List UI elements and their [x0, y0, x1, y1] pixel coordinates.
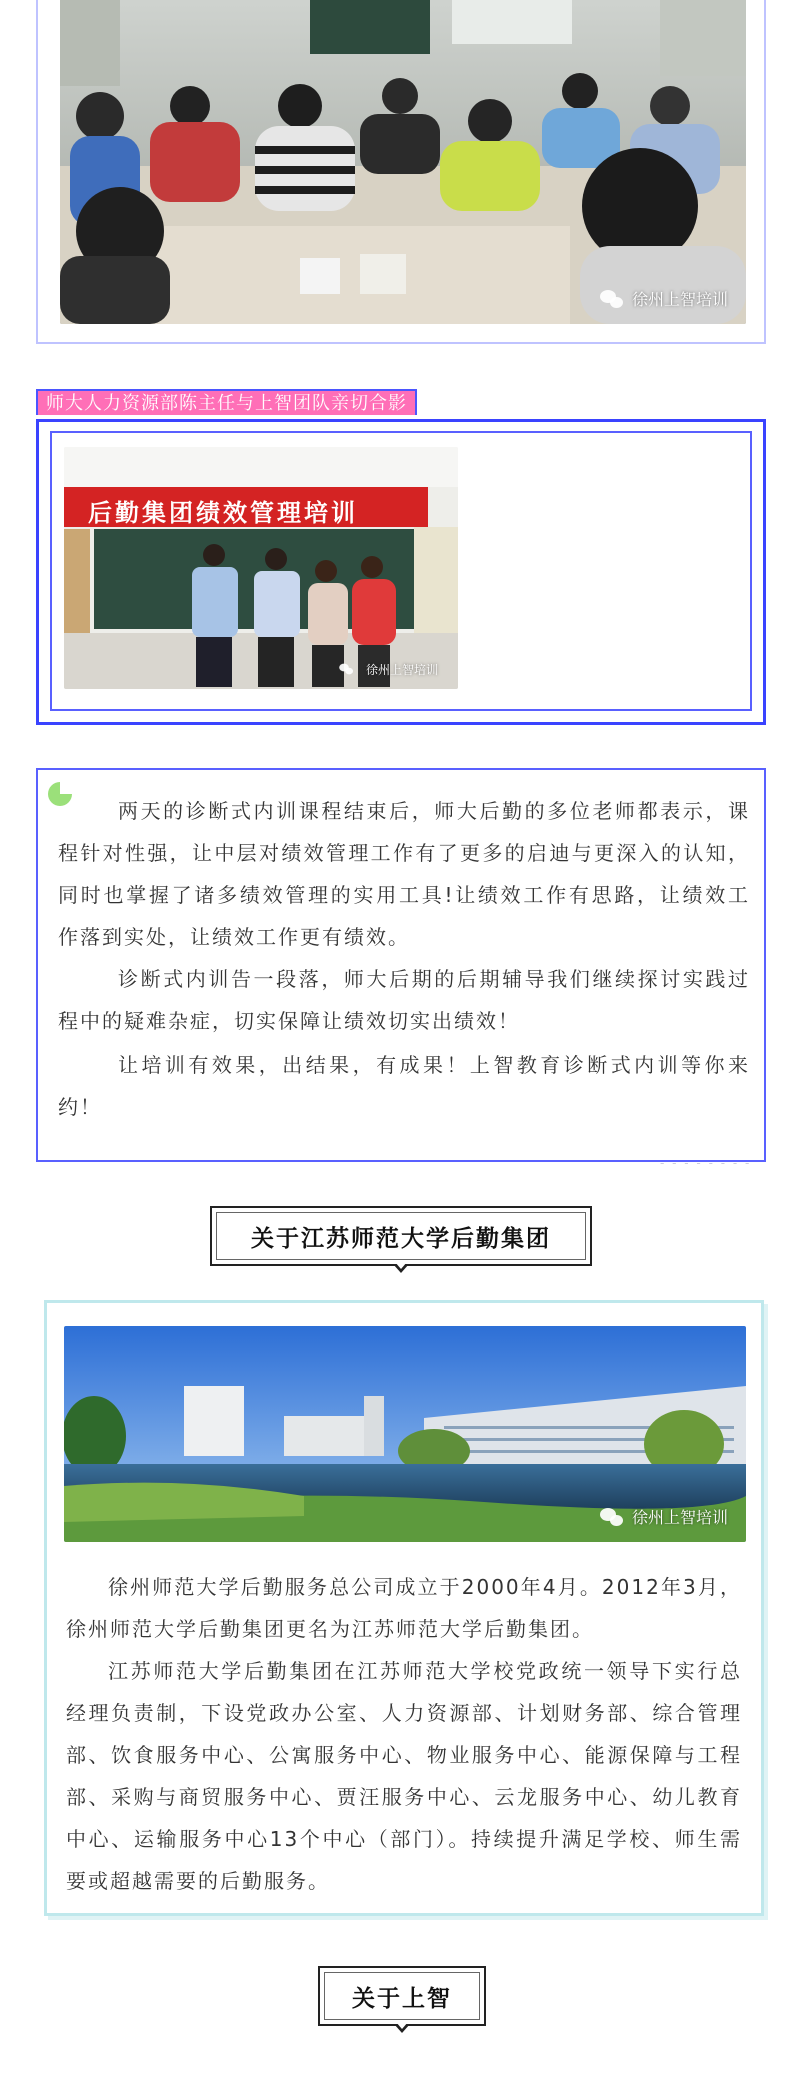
wechat-icon: [339, 663, 355, 675]
wechat-icon: [600, 289, 626, 309]
photo-watermark: 徐州上智培训: [334, 659, 438, 679]
about-group-heading-box: [210, 1206, 592, 1266]
photo-caption: 师大人力资源部陈主任与上智团队亲切合影: [36, 389, 417, 415]
summary-paragraph-2: 诊断式内训告一段落，师大后期的后期辅导我们继续探讨实践过程中的疑难杂症，切实保障让绩效切实出绩效！: [58, 967, 750, 1033]
heading-notch: [393, 1264, 409, 1273]
about-shangzhi-heading: 关于上智: [352, 1985, 452, 2012]
heading-notch: [394, 2024, 410, 2033]
campus-photo: [64, 1326, 746, 1542]
group-photo-scene: [64, 447, 458, 689]
classroom-photo: [60, 0, 746, 324]
about-group-paragraph-1: 徐州师范大学后勤服务总公司成立于2000年4月。2012年3月，徐州师范大学后勤集团更名为江苏师范大学后勤集团。: [66, 1575, 742, 1641]
group-photo: [64, 447, 458, 689]
classroom-scene: [60, 0, 746, 324]
summary-paragraph-3: 让培训有效果，出结果，有成果！上智教育诊断式内训等你来约！: [58, 1053, 750, 1119]
training-banner: 后勤集团绩效管理培训: [88, 499, 358, 527]
wechat-icon: [600, 1507, 626, 1527]
about-group-paragraph-2: 江苏师范大学后勤集团在江苏师范大学校党政统一领导下实行总经理负责制，下设党政办公室、人力资源部、计划财务部、综合管理部、饮食服务中心、公寓服务中心、物业服务中心、能源保障与工程部、采购与商贸服务中心、贾汪服务中心、云龙服务中心、幼儿教育中心、运输服务中心13个中心（部门）。持续提升满足学校、师生需要或超越需要的后勤服务。: [66, 1659, 742, 1893]
about-shangzhi-heading-box: [318, 1966, 486, 2026]
about-group-heading: 关于江苏师范大学后勤集团: [251, 1225, 551, 1252]
summary-paragraph-1: 两天的诊断式内训课程结束后，师大后勤的多位老师都表示，课程针对性强，让中层对绩效管理工作有了更多的启迪与更深入的认知，同时也掌握了诸多绩效管理的实用工具!让绩效工作有思路，让绩效工作落到实处，让绩效工作更有绩效。: [58, 799, 750, 949]
decorative-dashes: - - - - - - - -: [660, 1156, 752, 1170]
photo-watermark: 徐州上智培训: [600, 287, 728, 310]
photo-watermark: 徐州上智培训: [600, 1505, 728, 1528]
